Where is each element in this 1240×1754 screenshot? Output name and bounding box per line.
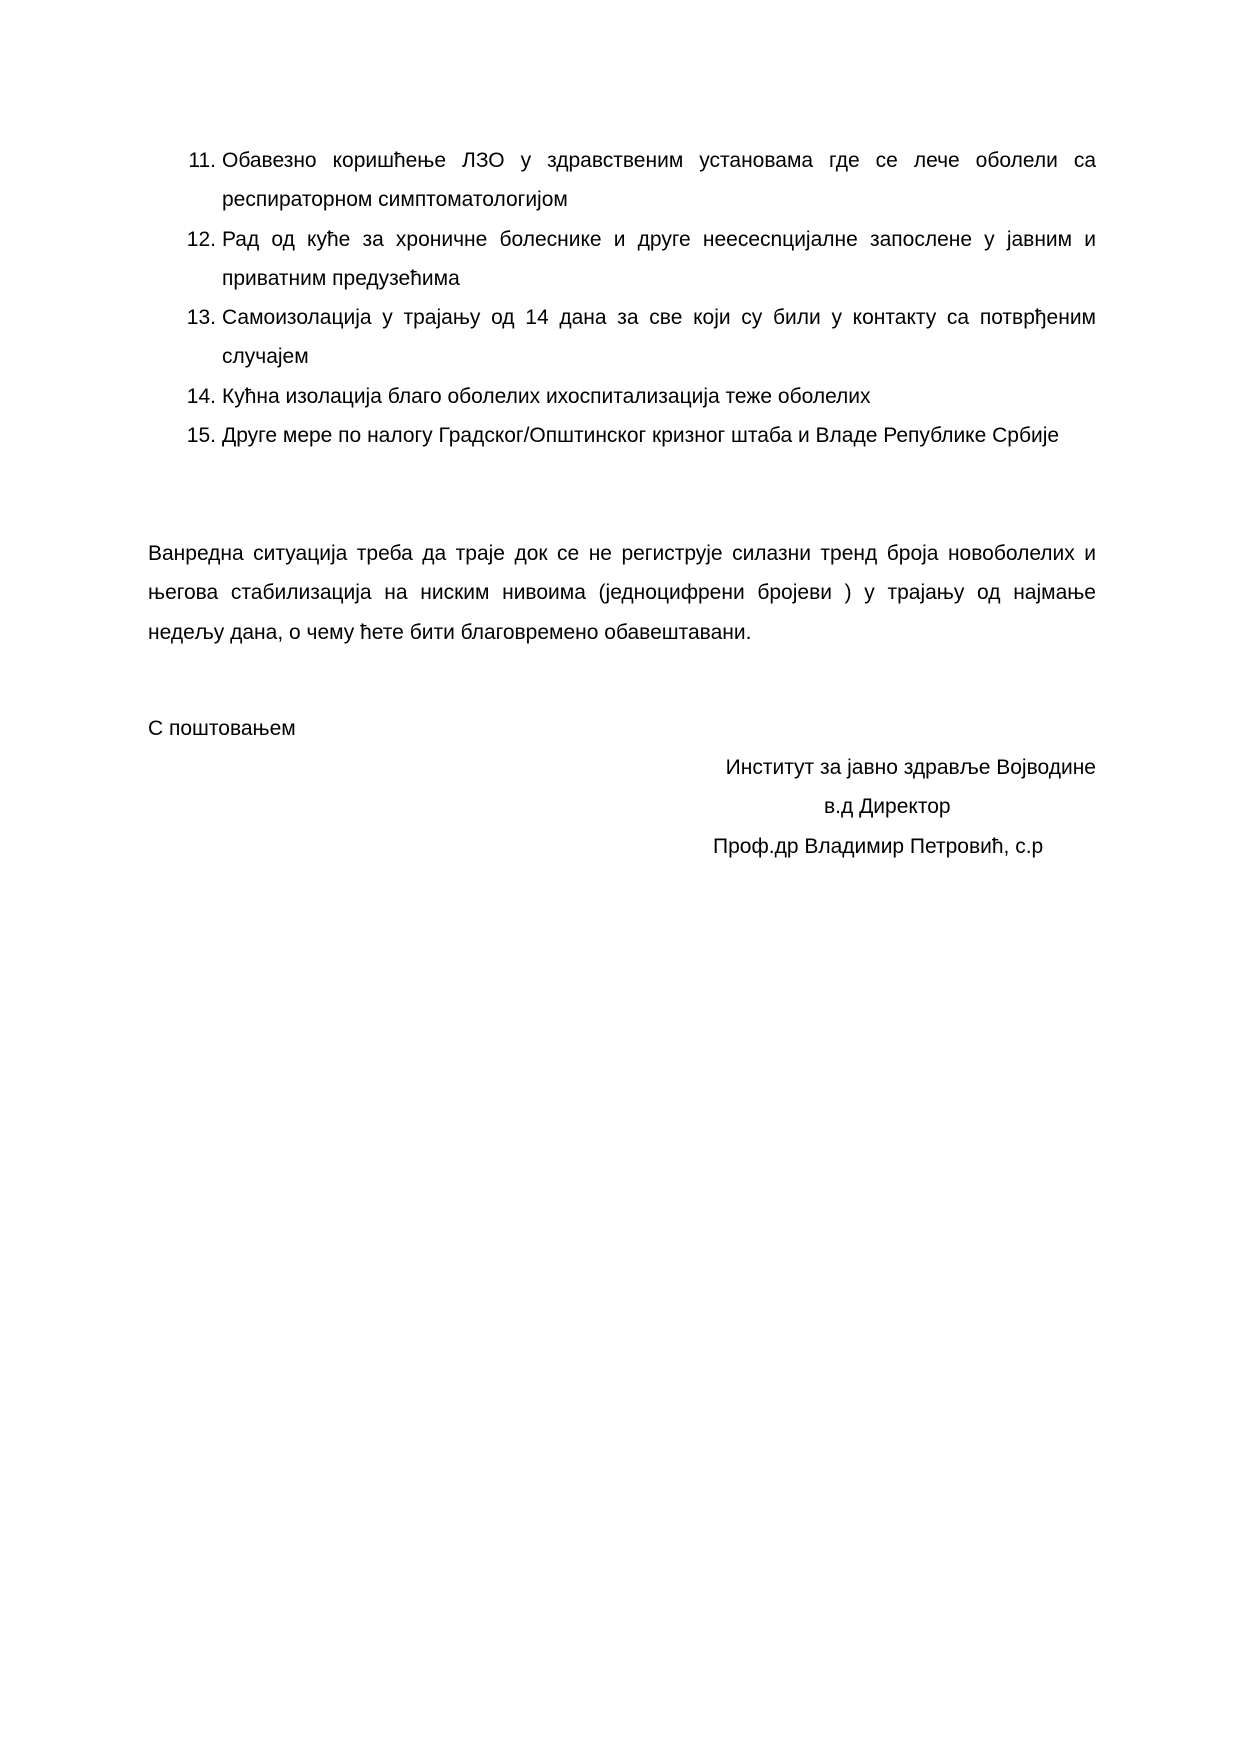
list-item-text: Самоизолација у трајању од 14 дана за све који су били у контакту са потврђеним случајем	[222, 306, 1096, 369]
list-item-number: 15.	[186, 424, 216, 448]
list-item-text: Кућна изолација благо оболелих ихоспитализација теже оболелих	[222, 384, 871, 408]
list-item	[148, 377, 1096, 416]
list-item	[148, 298, 1096, 377]
signature-role: в.д Директор	[824, 795, 951, 818]
measures-list	[148, 141, 1096, 455]
list-item-text: Обавезно коришћење ЛЗО у здравственим установама где се лече оболели са респираторном симптоматологијом	[222, 149, 1096, 212]
duration-paragraph: Ванредна ситуација треба да траје док се не региструје силазни тренд броја новоболелих и његова стабилизација на ниским нивоима (једноцифрени бројеви ) у трајању од најмање недељу дана, о чему ћете бити благовремено обавештавани.	[148, 542, 1096, 644]
list-item-number: 13.	[186, 306, 216, 330]
list-item-number: 11.	[188, 149, 216, 172]
signature-name: Проф.др Владимир Петровић, с.р	[713, 835, 1044, 858]
closing-salutation: С поштовањем	[148, 717, 296, 740]
list-item-text: Рад од куће за хроничне болеснике и друге неесесnцијалне запослене у јавним и приватним предузећима	[222, 227, 1096, 290]
list-item-number: 12.	[186, 227, 216, 251]
signature-institute: Институт за јавно здравље Војводине	[725, 756, 1096, 779]
list-item-number: 14.	[186, 384, 216, 408]
list-item-text: Друге мере по налогу Градског/Општинског кризног штаба и Владе Републике Србије	[222, 424, 1060, 448]
list-item	[148, 416, 1096, 455]
list-item	[148, 141, 1096, 220]
list-item	[148, 220, 1096, 299]
